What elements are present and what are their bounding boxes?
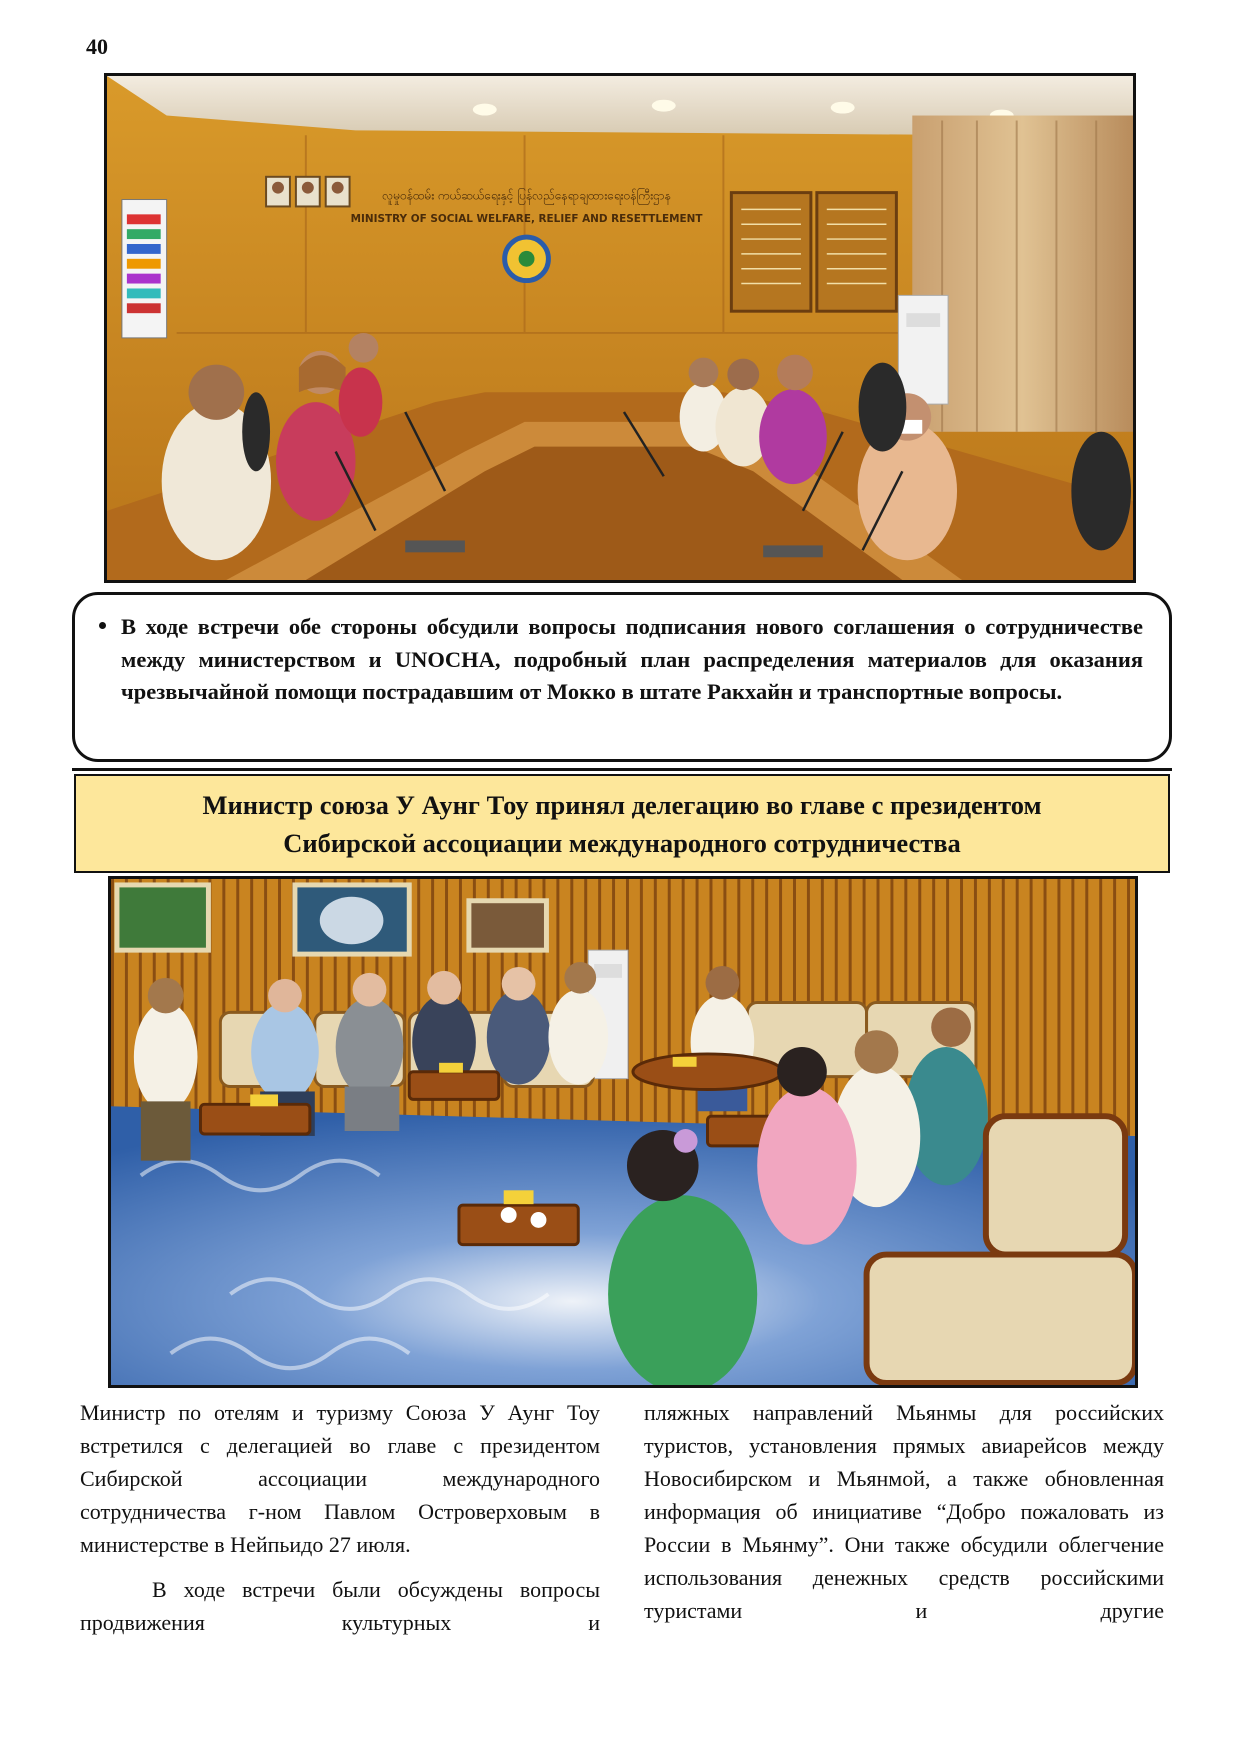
article-headline-box [74, 774, 1170, 873]
bullet-dot-icon [99, 622, 106, 629]
article-paragraph-1: Министр по отелям и туризму Союза У Аунг Тоу встретился с делегацией во главе с президентом Сибирской ассоциации международного сотрудничества г-ном Павлом Островерховым в министерстве в Нейпьидо 27 июля. [80, 1400, 600, 1557]
article-headline-line-1: Министр союза У Аунг Тоу принял делегацию во главе с президентом [202, 789, 1042, 820]
meeting-photo-ministry [104, 73, 1136, 583]
article-column-right [644, 1396, 1164, 1627]
sign-myanmar-text: လူမှုဝန်ထမ်း ကယ်ဆယ်ရေးနှင့် ပြန်လည်နေရာချထားရေးဝန်ကြီးဌာန [382, 188, 671, 203]
summary-bullet-text: В ходе встречи обе стороны обсудили вопросы подписания нового соглашения о сотрудничестве между министерством и UNOCHA, подробный план распределения материалов для оказания чрезвычайной помощи пострадавшим от Мокко в штате Ракхайн и транспортные вопросы. [121, 614, 1143, 704]
article-paragraph-2: В ходе встречи были обсуждены вопросы продвижения культурных и [80, 1577, 600, 1635]
article-headline-line-2: Сибирской ассоциации международного сотрудничества [283, 827, 961, 858]
meeting-photo-tourism-delegation-illustration [111, 879, 1135, 1385]
meeting-photo-ministry-illustration [107, 76, 1133, 580]
article-paragraph-2-continued: пляжных направлений Мьянмы для российских туристов, установления прямых авиарейсов между Новосибирском и Мьянмой, а также обновленная информация об инициативе “Добро пожаловать из России в Мьянму”. Они также обсудили облегчение использования денежных средств российскими туристами и другие [644, 1400, 1164, 1623]
page-number: 40 [86, 34, 108, 59]
meeting-photo-tourism-delegation [108, 876, 1138, 1388]
article-headline [122, 786, 1122, 862]
sign-english-text: MINISTRY OF SOCIAL WELFARE, RELIEF AND RESETTLEMENT [350, 213, 703, 226]
section-divider [72, 768, 1172, 771]
article-column-left [80, 1396, 600, 1639]
summary-callout [72, 592, 1172, 762]
